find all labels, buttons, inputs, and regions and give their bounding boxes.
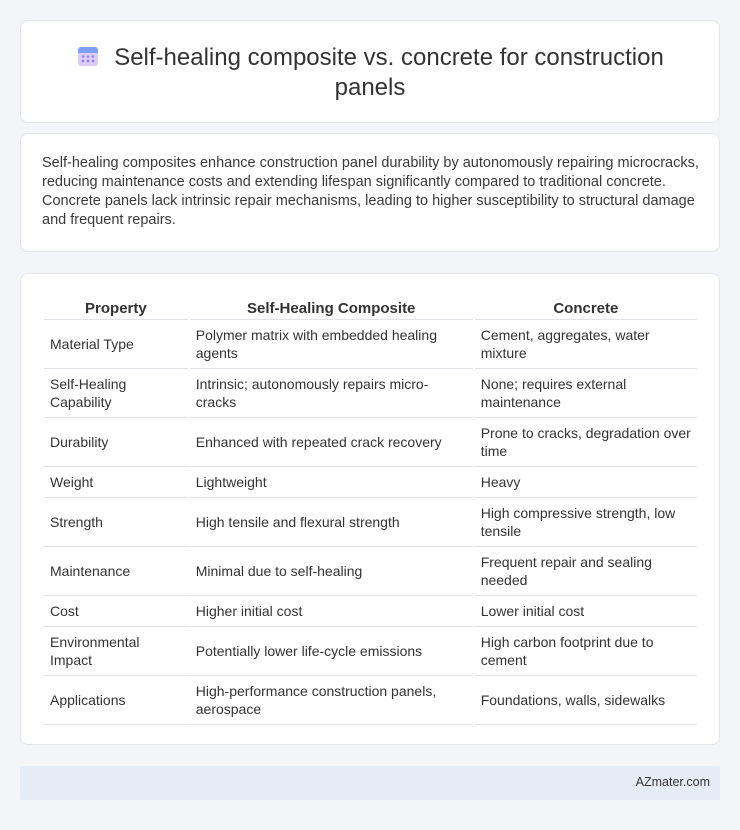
cell-composite: High-performance construction panels, aerospace	[190, 676, 473, 725]
cell-concrete: Prone to cracks, degradation over time	[475, 418, 697, 467]
cell-concrete: Frequent repair and sealing needed	[475, 547, 697, 596]
cell-property: Applications	[44, 676, 188, 725]
cell-concrete: None; requires external maintenance	[475, 369, 697, 418]
calendar-icon	[76, 44, 100, 68]
summary-card	[20, 133, 720, 252]
cell-composite: Higher initial cost	[190, 596, 473, 627]
cell-concrete: Heavy	[475, 467, 697, 498]
table-row	[44, 320, 697, 369]
cell-property: Maintenance	[44, 547, 188, 596]
cell-property: Durability	[44, 418, 188, 467]
cell-property: Environmental Impact	[44, 627, 188, 676]
cell-composite: Minimal due to self-healing	[190, 547, 473, 596]
cell-concrete: Cement, aggregates, water mixture	[475, 320, 697, 369]
cell-property: Material Type	[44, 320, 188, 369]
cell-concrete: Lower initial cost	[475, 596, 697, 627]
header-concrete: Concrete	[475, 293, 697, 320]
cell-composite: Polymer matrix with embedded healing agents	[190, 320, 473, 369]
table-row	[44, 547, 697, 596]
header-property: Property	[44, 293, 188, 320]
cell-property: Strength	[44, 498, 188, 547]
header-composite: Self-Healing Composite	[190, 293, 473, 320]
footer-brand: AZmater.com	[635, 775, 710, 789]
comparison-card	[20, 273, 720, 745]
cell-concrete: Foundations, walls, sidewalks	[475, 676, 697, 725]
cell-composite: Intrinsic; autonomously repairs micro-cracks	[190, 369, 473, 418]
page-title: Self-healing composite vs. concrete for construction panels	[114, 44, 664, 101]
cell-composite: Lightweight	[190, 467, 473, 498]
cell-composite: Enhanced with repeated crack recovery	[190, 418, 473, 467]
table-row	[44, 418, 697, 467]
cell-property: Self-Healing Capability	[44, 369, 188, 418]
cell-composite: Potentially lower life-cycle emissions	[190, 627, 473, 676]
title-card	[20, 20, 720, 123]
cell-property: Cost	[44, 596, 188, 627]
table-row	[44, 369, 697, 418]
table-row	[44, 676, 697, 725]
summary-text: Self-healing composites enhance construction panel durability by autonomously repairing microcracks, reducing maintenance costs and extending lifespan significantly compared to traditional concrete. Concrete panels lack intrinsic repair mechanisms, leading to higher susceptibility to structural damage and frequent repairs.	[42, 155, 699, 228]
table-row	[44, 498, 697, 547]
page-title-block	[21, 43, 719, 103]
cell-concrete: High carbon footprint due to cement	[475, 627, 697, 676]
cell-composite: High tensile and flexural strength	[190, 498, 473, 547]
table-row	[44, 627, 697, 676]
table-header-row	[44, 293, 697, 320]
table-row	[44, 467, 697, 498]
table-row	[44, 596, 697, 627]
footer-bar	[20, 766, 720, 800]
cell-property: Weight	[44, 467, 188, 498]
cell-concrete: High compressive strength, low tensile	[475, 498, 697, 547]
comparison-table	[42, 293, 699, 725]
